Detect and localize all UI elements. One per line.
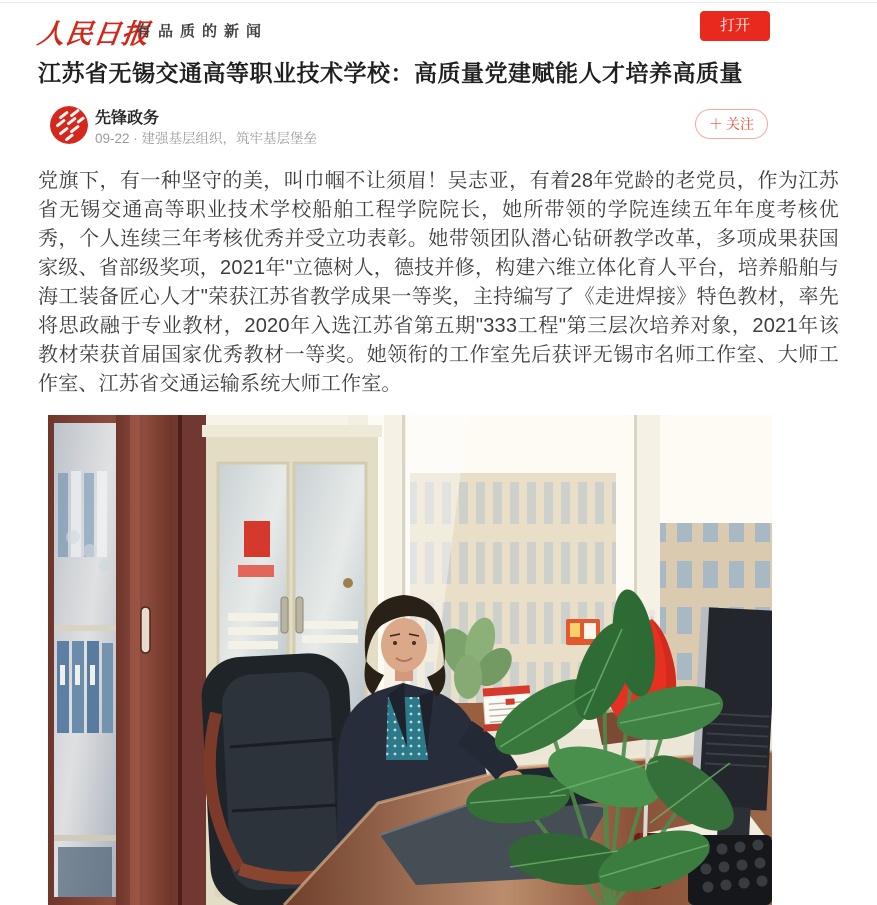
plus-icon: ＋	[709, 116, 723, 132]
office-photo-illustration	[48, 415, 772, 905]
follow-label: 关注	[726, 116, 754, 132]
article-photo	[48, 415, 772, 905]
author-name[interactable]: 先锋政务	[95, 110, 160, 127]
article-title: 江苏省无锡交通高等职业技术学校：高质量党建赋能人才培养高质量	[38, 60, 743, 86]
striped-logo-icon	[50, 106, 88, 144]
author-avatar[interactable]	[50, 106, 88, 144]
article-body: 党旗下，有一种坚守的美，叫巾帼不让须眉！吴志亚，有着28年党龄的老党员，作为江苏省无锡交通高等职业技术学校船舶工程学院院长，她所带领的学院连续五年年度考核优秀，个人连续三年考核优秀并受立功表彰。她带领团队潜心钻研教学改革，多项成果获国家级、省部级奖项，2021年"立德树人，德技并修，构建六维立体化育人平台，培养船舶与海工装备匠心人才"荣获江苏省教学成果一等奖，主持编写了《走进焊接》特色教材，率先将思政融于专业教材，2020年入选江苏省第五期"333工程"第三层次培养对象，2021年该教材荣获首届国家优秀教材一等奖。她领衔的工作室先后获评无锡市名师工作室、大师工作室、江苏省交通运输系统大师工作室。	[38, 170, 839, 395]
peoples-daily-logo[interactable]: 人民日报	[35, 19, 152, 50]
top-divider	[0, 2, 877, 3]
brand-tagline: 有品质的新闻	[136, 23, 269, 40]
author-meta: 09-22 · 建强基层组织，筑牢基层堡垒	[95, 131, 318, 146]
open-app-button[interactable]: 打开	[700, 11, 770, 41]
photo-wooden-cabinet	[48, 415, 206, 905]
follow-button[interactable]	[695, 109, 768, 139]
